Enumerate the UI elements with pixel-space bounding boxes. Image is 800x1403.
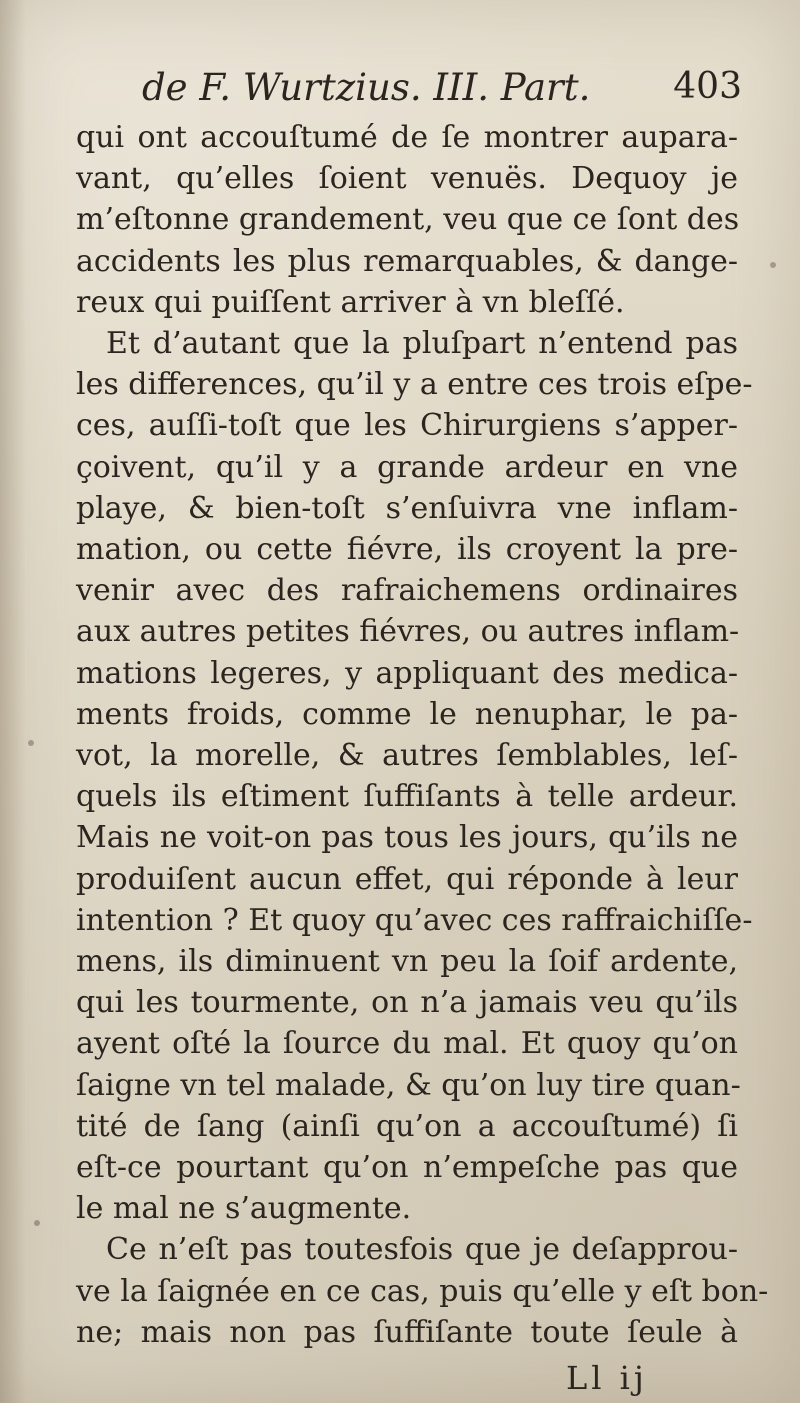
text-line-12: venir avec des rafraichemens ordinaires [76,573,738,609]
text-line-16: vot, la morelle, & autres ſemblables, leſ- [76,738,738,773]
ink-speck [28,740,34,746]
text-line-19: produiſent aucun effet, qui réponde à leur [76,861,738,897]
text-line-30: ne; mais non pas ſuffiſante toute ſeule à [76,1314,738,1350]
running-title: de F. Wurtzius. III. Part. [142,66,591,109]
signature-mark: Ll ij [566,1359,648,1397]
text-line-20: intention ? Et quoy qu’avec ces raffraichiſſe- [76,902,753,938]
page-number: 403 [673,66,742,107]
text-line-5: reux qui puiſſent arriver à vn bleſſé. [76,284,625,320]
text-line-17: quels ils eſtiment ſuffiſants à telle ardeur. [76,779,738,815]
text-line-10: playe, & bien-toſt s’enſuivra vne inflam- [76,490,738,526]
spine-shadow [0,0,26,1403]
text-line-25: tité de ſang (ainſi qu’on a accouſtumé) ſi [76,1108,738,1144]
text-line-14: mations legeres, y appliquant des medica- [76,655,738,691]
text-line-6: Et d’autant que la pluſpart n’entend pas [106,326,738,361]
text-line-15: ments froids, comme le nenuphar, le pa- [76,696,738,732]
text-line-27: le mal ne s’augmente. [76,1191,412,1227]
text-line-11: mation, ou cette fiévre, ils croyent la pre- [76,532,738,567]
text-line-8: ces, auſſi-toſt que les Chirurgiens s’apper- [76,408,738,444]
ink-speck [34,1220,40,1226]
text-line-22: qui les tourmente, on n’a jamais veu qu’ils [76,985,738,1021]
text-line-3: m’eſtonne grandement, veu que ce ſont des [76,202,740,238]
text-line-1: qui ont accouſtumé de ſe montrer aupara- [76,120,738,155]
text-line-24: ſaigne vn tel malade, & qu’on luy tire quan- [76,1067,741,1103]
text-line-7: les differences, qu’il y a entre ces trois eſpe- [76,367,753,403]
page-header [142,66,742,118]
text-line-4: accidents les plus remarquables, & dange- [76,243,738,279]
text-line-2: vant, qu’elles ſoient venuës. Dequoy je [76,161,738,197]
text-line-18: Mais ne voit-on pas tous les jours, qu’ils ne [76,820,738,856]
text-line-21: mens, ils diminuent vn peu la ſoif ardente, [76,944,738,979]
text-line-13: aux autres petites fiévres, ou autres inflam- [76,614,740,650]
text-line-26: eſt-ce pourtant qu’on n’empeſche pas que [76,1150,738,1185]
text-line-28: Ce n’eſt pas toutesfois que je deſapprou- [106,1232,738,1268]
text-line-9: çoivent, qu’il y a grande ardeur en vne [76,449,738,485]
ink-speck [770,262,776,268]
text-line-29: ve la ſaignée en ce cas, puis qu’elle y eſt bon- [76,1273,769,1309]
text-line-23: ayent oſté la ſource du mal. Et quoy qu’on [76,1026,738,1062]
